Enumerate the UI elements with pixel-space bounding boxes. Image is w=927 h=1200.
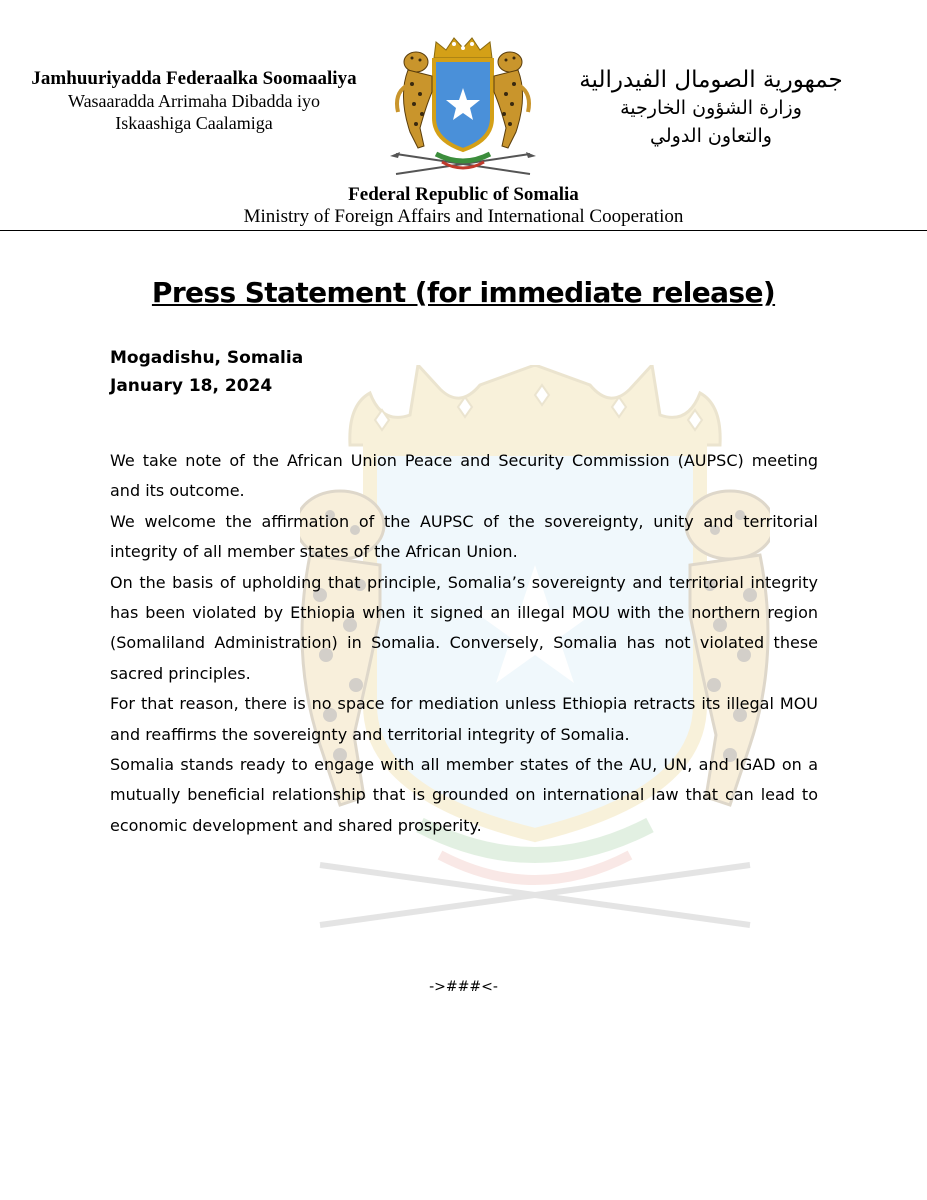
dateline <box>110 344 303 400</box>
paragraph: We welcome the affirmation of the AUPSC of the sovereignty, unity and territorial integrity of all member states of the African Union. <box>110 511 818 562</box>
somali-republic-name: Jamhuuriyadda Federaalka Soomaaliya <box>31 68 357 89</box>
letterhead-arabic <box>531 66 891 150</box>
date: January 18, 2024 <box>110 376 273 396</box>
arabic-republic-name: جمهورية الصومال الفيدرالية <box>579 67 843 93</box>
letterhead-somali <box>20 68 368 134</box>
english-republic-name: Federal Republic of Somalia <box>348 184 579 205</box>
paragraph: Somalia stands ready to engage with all member states of the AU, UN, and IGAD on a mutually beneficial relationship that is grounded on international law that can lead to economic development and shared prosperity. <box>110 755 818 835</box>
paragraph: We take note of the African Union Peace and Security Commission (AUPSC) meeting and its outcome. <box>110 451 818 501</box>
coat-of-arms-emblem <box>376 36 550 182</box>
end-of-statement-mark: ->###<- <box>429 979 498 995</box>
arabic-ministry-line-1: وزارة الشؤون الخارجية <box>620 97 802 119</box>
letterhead-english <box>0 184 927 228</box>
statement-body <box>110 446 818 841</box>
paragraph: For that reason, there is no space for mediation unless Ethiopia retracts its illegal MOU and reaffirms the sovereignty and territorial integrity of Somalia. <box>110 694 818 744</box>
somali-ministry-line-1: Wasaaradda Arrimaha Dibadda iyo <box>68 91 320 111</box>
press-statement-title: Press Statement (for immediate release) <box>151 276 776 309</box>
english-ministry-name: Ministry of Foreign Affairs and International Cooperation <box>243 206 684 227</box>
arabic-ministry-line-2: والتعاون الدولي <box>650 125 772 147</box>
paragraph: On the basis of upholding that principle, Somalia’s sovereignty and territorial integrity has been violated by Ethiopia when it signed an illegal MOU with the northern region (Somaliland Administration) in Somalia. Conversely, Somalia has not violated these sacred principles. <box>110 572 818 683</box>
location: Mogadishu, Somalia <box>110 348 304 368</box>
somali-ministry-line-2: Iskaashiga Caalamiga <box>115 113 273 133</box>
header-divider <box>0 230 927 231</box>
